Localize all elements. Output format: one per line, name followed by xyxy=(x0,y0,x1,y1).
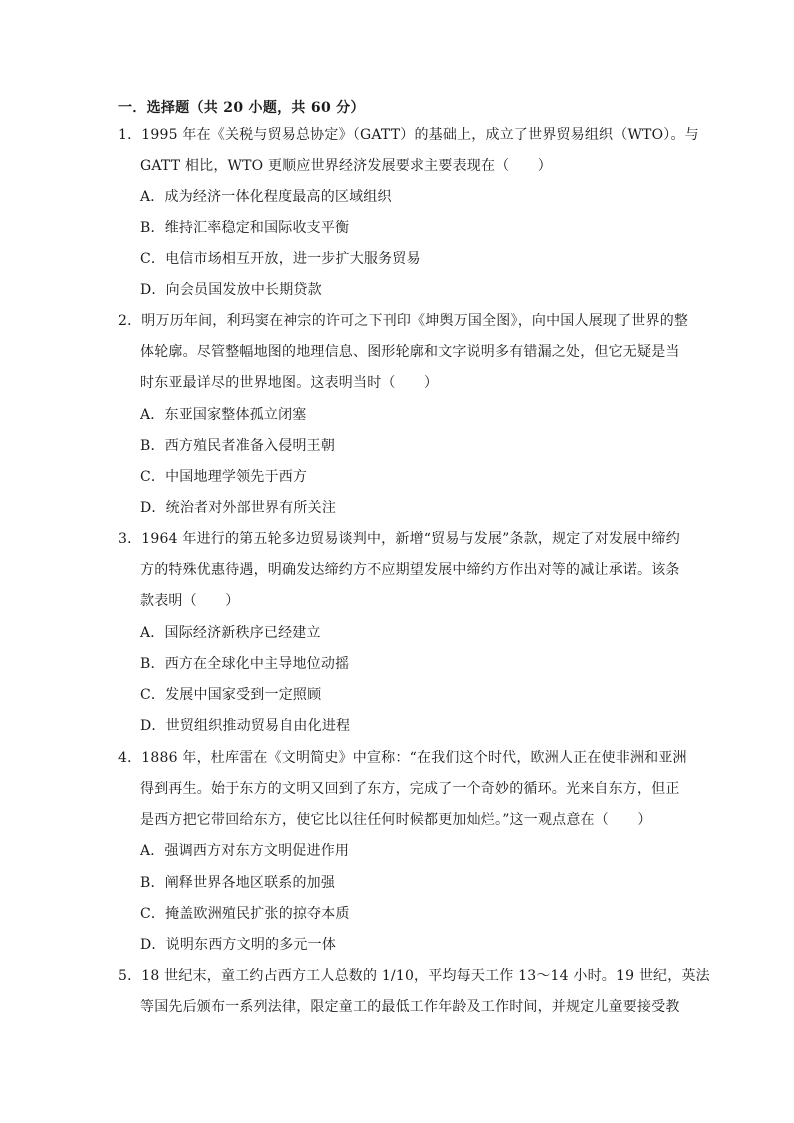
option-a[interactable]: A．成为经济一体化程度最高的区域组织 xyxy=(140,189,392,205)
option-c[interactable]: C．掩盖欧洲殖民扩张的掠夺本质 xyxy=(140,906,350,922)
question-text-line: 5．18 世纪末，童工约占西方工人总数的 1/10，平均每天工作 13～14 小时。19 世纪，英法 xyxy=(118,968,710,984)
option-d[interactable]: D．世贸组织推动贸易自由化进程 xyxy=(140,718,351,734)
option-b[interactable]: B．维持汇率稳定和国际收支平衡 xyxy=(140,220,350,236)
option-d[interactable]: D．统治者对外部世界有所关注 xyxy=(140,500,337,516)
question-text-line: 1．1995 年在《关税与贸易总协定》（GATT）的基础上，成立了世界贸易组织（WTO）。与 xyxy=(118,127,699,143)
option-b[interactable]: B．西方在全球化中主导地位动摇 xyxy=(140,656,350,672)
option-a[interactable]: A．国际经济新秩序已经建立 xyxy=(140,625,321,641)
question-text-line: 是西方把它带回给东方，使它比以往任何时候都更加灿烂。”这一观点意在（ ） xyxy=(140,812,652,828)
question-text-line: 2．明万历年间，利玛窦在神宗的许可之下刊印《坤舆万国全图》，向中国人展现了世界的整 xyxy=(118,313,689,329)
option-c[interactable]: C．电信市场相互开放，进一步扩大服务贸易 xyxy=(140,251,421,267)
option-c[interactable]: C．中国地理学领先于西方 xyxy=(140,469,308,485)
question-text-line: 款表明（ ） xyxy=(140,593,240,609)
question-text-line: 4．1886 年，杜库雷在《文明简史》中宣称：“在我们这个时代，欧洲人正在使非洲和亚洲 xyxy=(118,750,687,766)
option-a[interactable]: A．强调西方对东方文明促进作用 xyxy=(140,843,350,859)
question-text-line: 体轮廓。尽管整幅地图的地理信息、图形轮廓和文字说明多有错漏之处，但它无疑是当 xyxy=(140,344,680,360)
option-a[interactable]: A．东亚国家整体孤立闭塞 xyxy=(140,407,307,423)
option-b[interactable]: B．西方殖民者准备入侵明王朝 xyxy=(140,438,336,454)
option-d[interactable]: D．向会员国发放中长期贷款 xyxy=(140,282,322,298)
question-text-line: 时东亚最详尽的世界地图。这表明当时（ ） xyxy=(140,375,439,391)
question-text-line: 方的特殊优惠待遇，明确发达缔约方不应期望发展中缔约方作出对等的减让承诺。该条 xyxy=(140,562,680,578)
option-c[interactable]: C．发展中国家受到一定照顾 xyxy=(140,687,322,703)
question-text-line: 得到再生。始于东方的文明又回到了东方，完成了一个奇妙的循环。光来自东方，但正 xyxy=(140,781,680,797)
option-b[interactable]: B．阐释世界各地区联系的加强 xyxy=(140,875,336,891)
question-text-line: 等国先后颁布一系列法律，限定童工的最低工作年龄及工作时间，并规定儿童要接受教 xyxy=(140,999,680,1015)
option-d[interactable]: D．说明东西方文明的多元一体 xyxy=(140,937,337,953)
section-title: 一．选择题（共 20 小题，共 60 分） xyxy=(118,100,365,116)
question-text-line: 3．1964 年进行的第五轮多边贸易谈判中，新增“贸易与发展”条款，规定了对发展中缔约 xyxy=(118,531,680,547)
question-text-line: GATT 相比，WTO 更顺应世界经济发展要求主要表现在（ ） xyxy=(140,158,552,174)
